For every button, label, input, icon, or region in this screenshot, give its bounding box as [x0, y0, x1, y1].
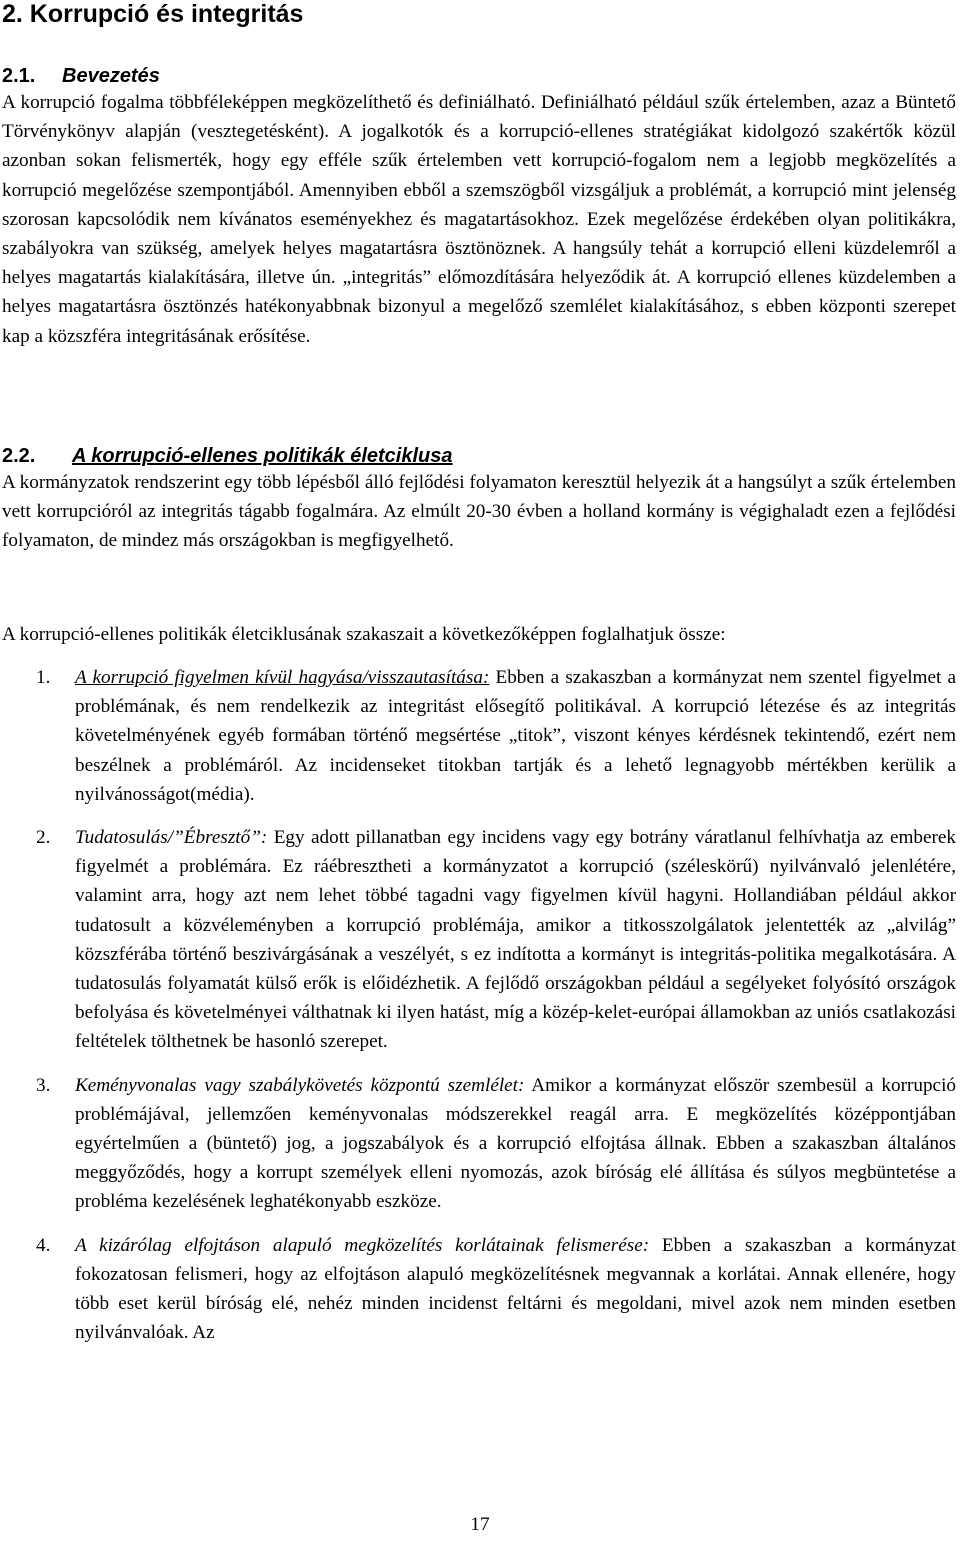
- list-item-text: Ebben a szakaszban a kormányzat nem szentel figyelmet a problémának, és nem rendelkezik az integritást elősegítő politikával. A korrupció létezése és az integritás követelményének egyéb formában történő megsértése „titok”, viszont kényes kérdésnek tekintendő, ezért nem beszélnek a problémáról. Az incidenseket titokban tartják és a lehető legnagyobb mértékben kerülik a nyilvánosságot(média).: [75, 667, 956, 805]
- list-item-body: [75, 1231, 956, 1348]
- list-item-body: [75, 663, 956, 809]
- section-number: 2.2.: [2, 445, 36, 467]
- list-item-text: Ebben a szakaszban a kormányzat fokozatosan felismeri, hogy az elfojtáson alapuló megközelítésnek megvannak a korlátai. Annak ellenére, hogy több eset kerül bíróság elé, nehéz minden incidenst feltárni és megoldani, mivel azok nem minden esetben nyilvánvalóak. Az: [75, 1234, 956, 1344]
- page-number: 17: [470, 1514, 490, 1535]
- list-item-term: A korrupció figyelmen kívül hagyása/visszautasítása:: [75, 667, 490, 688]
- section-title: A korrupció-ellenes politikák életciklusa: [72, 445, 453, 467]
- list-item-term: Tudatosulás/”Ébresztő”:: [75, 827, 268, 849]
- list-item: [0, 823, 960, 1057]
- list-item-text: Amikor a kormányzat először szembesül a korrupció problémájával, jellemzően keményvonalas módszerekkel reagál arra. E megközelítés középpontjában egyértelműen a (büntető) jog, a jogszabályok és a korrupció elfojtása állnak. Ebben a szakaszban általános meggyőződés, hogy a korrupt személyek elleni nyomozás, azok bíróság elé állítása és súlyos megbüntetése a probléma kezelésének leghatékonyabb eszköze.: [75, 1074, 956, 1213]
- lifecycle-intro: A korrupció-ellenes politikák életciklusának szakaszait a következőképpen foglalhatjuk össze:: [2, 624, 726, 645]
- list-item: [0, 1231, 960, 1348]
- section-heading-intro: [2, 63, 160, 89]
- lifecycle-list: [0, 663, 960, 1361]
- list-item: [0, 663, 960, 809]
- section-heading-lifecycle: [2, 443, 453, 469]
- list-item-body: [75, 1071, 956, 1217]
- section-number: 2.1.: [2, 65, 36, 87]
- chapter-heading: 2. Korrupció és integritás: [2, 0, 304, 28]
- intro-paragraph: A korrupció fogalma többféleképpen megközelíthető és definiálható. Definiálható például szűk értelemben, azaz a Büntető Törvénykönyv alapján (vesztegetésként). A jogalkotók és a korrupció-ellenes stratégiákat kidolgozó szakértők közül azonban sokan felismerték, hogy egy efféle szűk értelemben vett korrupció-fogalom nem a legjobb megközelítés a korrupció megelőzése szempontjából. Amennyiben ebből a szemszögből vizsgáljuk a problémát, a korrupció mint jelenség szorosan kapcsolódik nem kívánatos eseményekhez és magatartásokhoz. Ezek megelőzése érdekében olyan politikákra, szabályokra van szükség, amelyek helyes magatartásra ösztönöznek. A hangsúly tehát a korrupció elleni küzdelemről a helyes magatartás kialakítására, illetve ún. „integritás” előmozdítására helyeződik át. A korrupció ellenes küzdelemben a helyes magatartásra ösztönzés hatékonyabbnak bizonyul a megelőző szemlélet kialakításához, s ebben központi szerepet kap a közszféra integritásának erősítése.: [2, 92, 956, 347]
- list-item-term: A kizárólag elfojtáson alapuló megközelítés korlátainak felismerése:: [75, 1234, 650, 1256]
- list-item-number: 1.: [36, 667, 51, 688]
- list-item-number: 3.: [36, 1074, 51, 1096]
- list-item-number: 4.: [36, 1234, 51, 1256]
- lifecycle-paragraph: A kormányzatok rendszerint egy több lépésből álló fejlődési folyamaton keresztül helyezik át a hangsúlyt a szűk értelemben vett korrupcióról az integritás tágabb fogalmára. Az elmúlt 20-30 évben a holland kormány is végighaladt ezen a fejlődési folyamaton, de mindez más országokban is megfigyelhető.: [2, 472, 956, 552]
- section-title: Bevezetés: [62, 65, 160, 87]
- list-item-term: Keményvonalas vagy szabálykövetés központú szemlélet:: [75, 1074, 525, 1096]
- list-item-body: [75, 823, 956, 1057]
- list-item-text: Egy adott pillanatban egy incidens vagy egy botrány váratlanul felhívhatja az emberek figyelmét a problémára. Ez ráébresztheti a kormányzatot a korrupció (széleskörű) nyilvánvaló jelenlétére, valamint arra, hogy azt nem lehet többé tagadni vagy figyelmen kívül hagyni. Hollandiában például akkor tudatosult a közvéleményben a korrupció problémája, amikor a titkosszolgálatok jelentették az „alvilág” közszférába történő beszivárgásának a veszélyét, s ez indította a kormányt is integritás-politika megalkotására. A tudatosulás folyamatát külső erők is előidézhetik. A fejlődő országokban például a segélyeket folyósító országok befolyása és követelményei válthatnak ki ilyen hatást, míg a közép-kelet-európai államokban az uniós csatlakozási feltételek tölthetnek be hasonló szerepet.: [75, 827, 956, 1053]
- list-item: [0, 1071, 960, 1217]
- list-item-number: 2.: [36, 827, 51, 849]
